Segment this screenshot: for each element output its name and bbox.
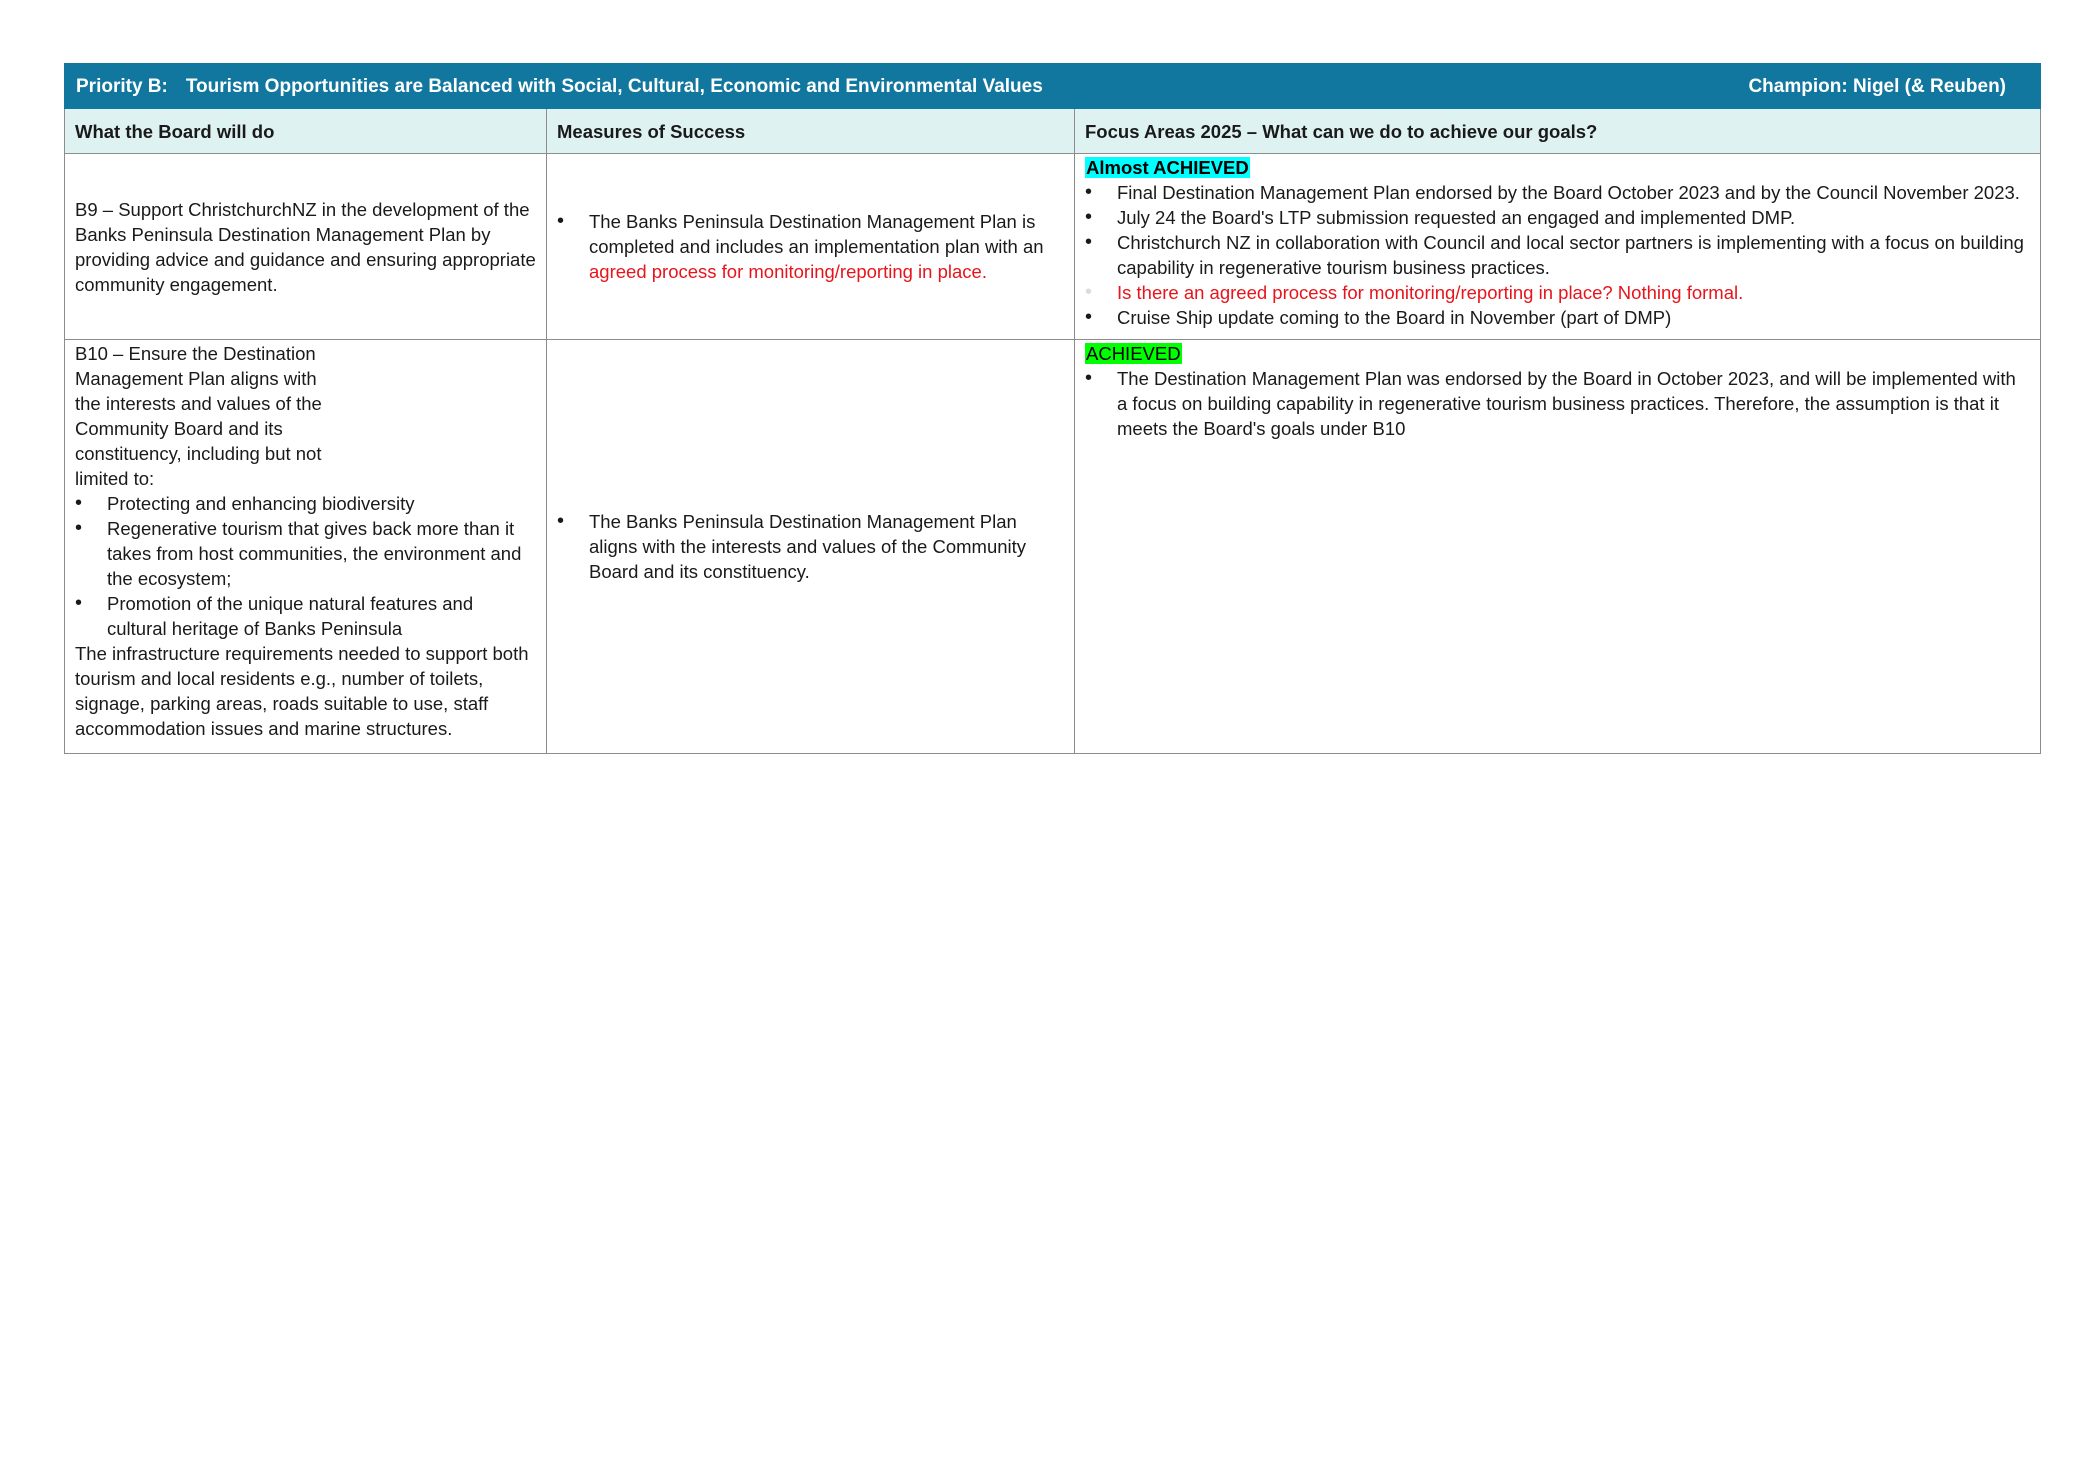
b10-bullet-list	[75, 491, 536, 641]
b9-measure-text: The Banks Peninsula Destination Management Plan is completed and includes an implementation plan with an	[589, 211, 1044, 257]
column-header-focus: Focus Areas 2025 – What can we do to achieve our goals?	[1075, 109, 2041, 154]
b10-action-cell	[65, 340, 547, 754]
b10-intro-line: limited to:	[75, 468, 155, 489]
b9-action-cell	[65, 154, 547, 340]
b9-measure-red-text: agreed process for monitoring/reporting in place.	[589, 261, 987, 282]
champion-label: Champion: Nigel (& Reuben)	[1748, 75, 2007, 97]
priority-heading: Tourism Opportunities are Balanced with Social, Cultural, Economic and Environmental Values	[185, 75, 1043, 97]
priority-label: Priority B:	[76, 75, 168, 97]
b10-intro-line: Community Board and its	[75, 418, 283, 439]
priority-title-row	[65, 64, 2041, 109]
b10-measure-list	[557, 509, 1064, 584]
b9-action-text: B9 – Support ChristchurchNZ in the development of the Banks Peninsula Destination Management Plan by providing advice and guidance and ensuring appropriate community engagement.	[75, 198, 536, 295]
b9-measure-cell	[547, 154, 1075, 340]
list-item: • The Banks Peninsula Destination Management Plan aligns with the interests and values of the Community Board and its constituency.	[557, 509, 1064, 584]
b10-intro-line: B10 – Ensure the Destination	[75, 343, 316, 364]
list-item: • July 24 the Board's LTP submission requested an engaged and implemented DMP.	[1085, 205, 2030, 230]
priority-b-table	[64, 63, 2041, 754]
list-item: • Cruise Ship update coming to the Board in November (part of DMP)	[1085, 305, 2030, 330]
priority-title	[76, 74, 1043, 99]
b10-measure-cell	[547, 340, 1075, 754]
status-badge-almost-achieved: Almost ACHIEVED	[1086, 157, 1249, 178]
table-row-b10	[65, 340, 2041, 754]
list-item: • Promotion of the unique natural features and cultural heritage of Banks Peninsula	[75, 591, 536, 641]
b9-focus-cell	[1075, 154, 2041, 340]
list-item	[557, 209, 1064, 284]
list-item: • Christchurch NZ in collaboration with Council and local sector partners is implementing with a focus on building capability in regenerative tourism business practices.	[1085, 230, 2030, 280]
b9-focus-list	[1085, 180, 2030, 330]
b10-outro-text: The infrastructure requirements needed to support both tourism and local residents e.g., number of toilets, signage, parking areas, roads suitable to use, staff accommodation issues and marine structures.	[75, 643, 529, 739]
list-item: • Protecting and enhancing biodiversity	[75, 491, 536, 516]
column-header-measures: Measures of Success	[547, 109, 1075, 154]
list-item: • Regenerative tourism that gives back more than it takes from host communities, the environment and the ecosystem;	[75, 516, 536, 591]
column-header-action: What the Board will do	[65, 109, 547, 154]
list-item: • The Destination Management Plan was endorsed by the Board in October 2023, and will be implemented with a focus on building capability in regenerative tourism business practices. Therefore, the assumption is that it meets the Board's goals under B10	[1085, 366, 2030, 441]
list-item: • Is there an agreed process for monitoring/reporting in place? Nothing formal.	[1085, 280, 2030, 305]
list-item: • Final Destination Management Plan endorsed by the Board October 2023 and by the Council November 2023.	[1085, 180, 2030, 205]
status-badge-achieved: ACHIEVED	[1086, 343, 1181, 364]
b9-measure-list	[557, 209, 1064, 284]
b10-focus-list	[1085, 366, 2030, 441]
b10-intro-line: Management Plan aligns with	[75, 368, 317, 389]
column-header-row	[65, 109, 2041, 154]
b10-intro	[75, 341, 536, 491]
table-row-b9	[65, 154, 2041, 340]
b10-intro-line: the interests and values of the	[75, 393, 322, 414]
b10-focus-cell	[1075, 340, 2041, 754]
b10-intro-line: constituency, including but not	[75, 443, 322, 464]
